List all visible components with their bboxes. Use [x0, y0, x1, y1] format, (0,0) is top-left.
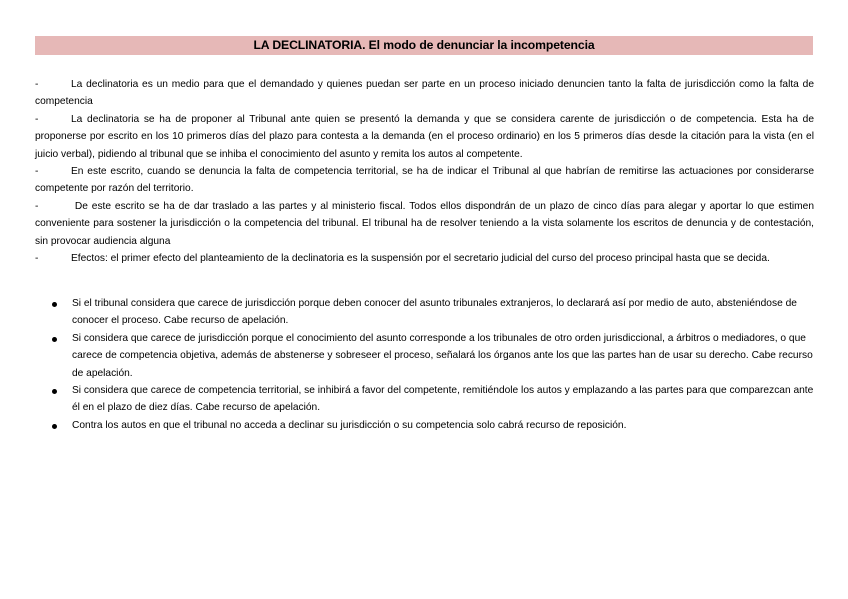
bullet-dot-icon	[52, 337, 57, 342]
bullet-text: Si considera que carece de competencia territorial, se inhibirá a favor del competente, remitiéndole los autos y emplazando a las partes para que comparezcan ante él en el plazo de diez días. Cabe recurso de apelación.	[72, 385, 814, 414]
bullet-item	[35, 330, 814, 382]
bullet-dot-icon	[52, 389, 57, 394]
dash-marker: -	[35, 200, 39, 212]
paragraph-text: La declinatoria se ha de proponer al Tribunal ante quien se presentó la demanda y que se considera carente de jurisdicción o de competencia. Esta ha de proponerse por escrito en los 10 primeros días del plazo para contesta a la demanda (en el proceso ordinario) en los 5 primeros días desde la citación para la vista (en el juicio verbal), pidiendo al tribunal que se inhiba el conocimiento del asunto y remita los autos al competente.	[35, 113, 814, 160]
bullet-text: Contra los autos en que el tribunal no acceda a declinar su jurisdicción o su competencia solo cabrá recurso de reposición.	[72, 419, 627, 431]
bullet-item	[35, 382, 814, 417]
bullet-item	[35, 417, 814, 434]
paragraph-item	[35, 250, 814, 267]
bullet-dot-icon	[52, 424, 57, 429]
paragraph-text: Efectos: el primer efecto del planteamiento de la declinatoria es la suspensión por el secretario judicial del curso del proceso principal hasta que se decida.	[71, 253, 770, 265]
dash-marker: -	[35, 166, 39, 178]
paragraph-text: En este escrito, cuando se denuncia la falta de competencia territorial, se ha de indicar el Tribunal al que habrían de remitirse las actuaciones por considerarse competente por razón del territorio.	[35, 166, 814, 195]
paragraph-item	[35, 198, 814, 250]
bullet-list	[35, 295, 814, 434]
dash-marker: -	[35, 253, 39, 265]
paragraph-text: De este escrito se ha de dar traslado a las partes y al ministerio fiscal. Todos ellos dispondrán de un plazo de cinco días para alegar y aportar lo que estimen conveniente para sostener la jurisdicción o la competencia del tribunal. El tribunal ha de resolver teniendo a la vista solamente los escritos de denuncia y de contestación, sin provocar audiencia alguna	[35, 200, 814, 247]
paragraph-item	[35, 111, 814, 163]
bullet-text: Si considera que carece de jurisdicción porque el conocimiento del asunto corresponde a los tribunales de otro orden jurisdiccional, a árbitros o mediadores, o que carece de competencia objetiva, además de abstenerse y sobreseer el proceso, señalará los órganos ante los que las partes han de usar su derecho. Cabe recurso de apelación.	[72, 332, 813, 379]
bullet-item	[35, 295, 814, 330]
dash-paragraph-list	[35, 76, 814, 267]
paragraph-item	[35, 163, 814, 198]
dash-marker: -	[35, 79, 39, 90]
paragraph-item	[35, 76, 814, 111]
bullet-text: Si el tribunal considera que carece de jurisdicción porque deben conocer del asunto tribunales extranjeros, lo declarará así por medio de auto, absteniéndose de conocer el proceso. Cabe recurso de apelación.	[72, 298, 797, 327]
paragraph-text: La declinatoria es un medio para que el demandado y quienes puedan ser parte en un proceso iniciado denuncien tanto la falta de jurisdicción como la falta de competencia	[35, 79, 814, 108]
dash-marker: -	[35, 113, 39, 125]
bullet-dot-icon	[52, 302, 57, 307]
document-title: LA DECLINATORIA. El modo de denunciar la incompetencia	[35, 36, 813, 55]
